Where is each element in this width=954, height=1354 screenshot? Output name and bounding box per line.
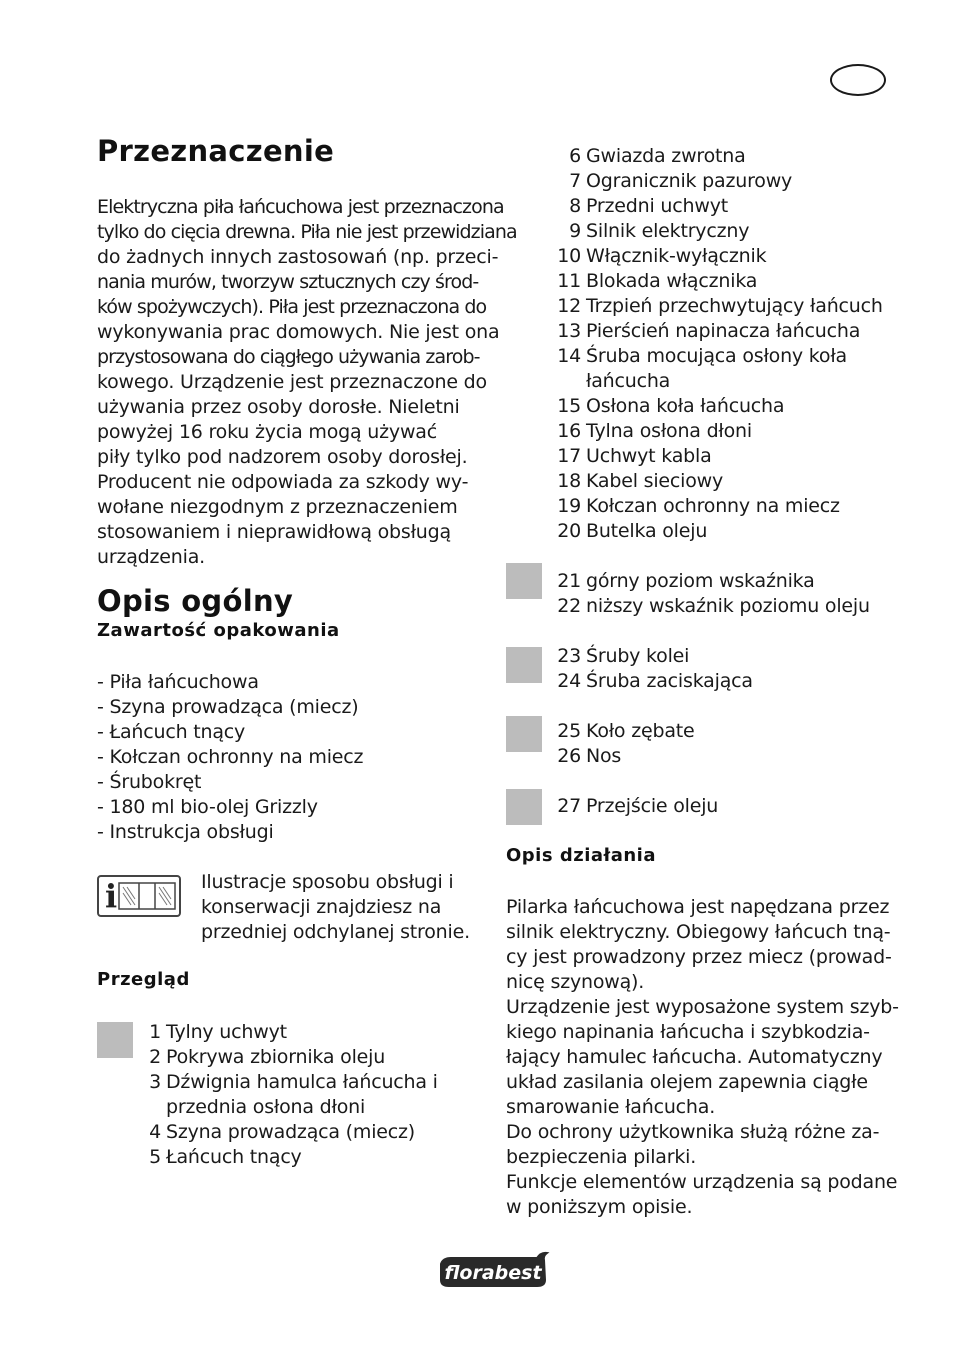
section-title-intended-use: Przeznaczenie — [97, 134, 335, 168]
item-number: 3 — [149, 1071, 161, 1093]
text-line: - Śrubokręt — [97, 771, 202, 793]
text-line: przystosowana do ciągłego używania zarob- — [97, 346, 480, 368]
item-number: 9 — [569, 220, 581, 242]
list-item — [553, 194, 883, 219]
text-line: cy jest prowadzony przez miecz (prowad- — [506, 946, 892, 968]
text-line: układ zasilania olejem zapewnia ciągłe — [506, 1071, 868, 1093]
item-number: 27 — [557, 795, 581, 817]
item-label: niższy wskaźnik poziomu oleju — [586, 595, 870, 617]
item-label: Koło zębate — [586, 720, 695, 742]
item-label: Szyna prowadząca (miecz) — [166, 1121, 415, 1143]
item-label: Przejście oleju — [586, 795, 719, 817]
text-line: Funkcje elementów urządzenia są podane — [506, 1171, 898, 1193]
overview-list-3 — [553, 644, 753, 694]
item-number: 12 — [557, 295, 581, 317]
item-number: 23 — [557, 645, 581, 667]
intended-use-text — [97, 195, 517, 570]
text-line: konserwacji znajdziesz na — [201, 896, 442, 918]
item-number: 16 — [557, 420, 581, 442]
item-number: 26 — [557, 745, 581, 767]
text-line: wykonywania prac domowych. Nie jest ona — [97, 321, 500, 343]
list-item — [553, 569, 870, 594]
text-line: - Kołczan ochronny na miecz — [97, 746, 364, 768]
section-title-function: Opis działania — [506, 845, 656, 866]
item-label: Butelka oleju — [586, 520, 708, 542]
text-line: urządzenia. — [97, 546, 205, 568]
list-item — [553, 669, 753, 694]
list-item — [553, 319, 883, 344]
list-item — [553, 244, 883, 269]
item-label: Dźwignia hamulca łańcucha i — [166, 1071, 438, 1093]
list-item — [553, 294, 883, 319]
text-line: używania przez osoby dorosłe. Nieletni — [97, 396, 460, 418]
text-line: bezpieczenia pilarki. — [506, 1146, 697, 1168]
text-line: Urządzenie jest wyposażone system szyb- — [506, 996, 899, 1018]
text-line: tylko do cięcia drewna. Piła nie jest przewidziana — [97, 221, 517, 243]
text-line: kiego napinania łańcucha i szybkodzia- — [506, 1021, 870, 1043]
figure-reference-box — [506, 563, 542, 599]
text-line: Elektryczna piła łańcuchowa jest przeznaczona — [97, 196, 504, 218]
list-item — [144, 1045, 438, 1070]
text-line: - 180 ml bio-olej Grizzly — [97, 796, 318, 818]
item-label: górny poziom wskaźnika — [586, 570, 815, 592]
item-label: przednia osłona dłoni — [166, 1096, 366, 1118]
item-number: 4 — [149, 1121, 161, 1143]
item-number: 6 — [569, 145, 581, 167]
item-label: Śruby kolei — [586, 645, 690, 667]
list-item — [553, 519, 883, 544]
item-number: 8 — [569, 195, 581, 217]
list-item — [553, 394, 883, 419]
figure-reference-box — [97, 1022, 133, 1058]
text-line: nicę szynową). — [506, 971, 645, 993]
text-line: - Łańcuch tnący — [97, 721, 246, 743]
overview-list-1 — [144, 1020, 438, 1170]
text-line: powyżej 16 roku życia mogą używać — [97, 421, 437, 443]
text-line: Producent nie odpowiada za szkody wy- — [97, 471, 469, 493]
item-number: 19 — [557, 495, 581, 517]
list-item — [144, 1095, 438, 1120]
florabest-logo — [437, 1250, 551, 1290]
list-item — [553, 219, 883, 244]
text-line: łający hamulec łańcucha. Automatyczny — [506, 1046, 883, 1068]
list-item — [144, 1145, 438, 1170]
text-line: - Piła łańcuchowa — [97, 671, 259, 693]
info-note-text — [201, 870, 491, 945]
list-item — [553, 719, 695, 744]
item-label: Kołczan ochronny na miecz — [586, 495, 840, 517]
text-line: Ilustracje sposobu obsługi i — [201, 871, 454, 893]
item-label: Pierścień napinacza łańcucha — [586, 320, 861, 342]
overview-list-4 — [553, 719, 695, 769]
item-number: 22 — [557, 595, 581, 617]
item-number: 13 — [557, 320, 581, 342]
list-item — [553, 169, 883, 194]
svg-text:florabest: florabest — [444, 1262, 542, 1284]
item-number: 5 — [149, 1146, 161, 1168]
item-number: 10 — [557, 245, 581, 267]
item-label: Przedni uchwyt — [586, 195, 728, 217]
item-label: Silnik elektryczny — [586, 220, 750, 242]
item-label: Trzpień przechwytujący łańcuch — [586, 295, 883, 317]
function-description-text — [506, 895, 906, 1220]
list-item — [553, 369, 883, 394]
list-item — [553, 269, 883, 294]
item-label: Pokrywa zbiornika oleju — [166, 1046, 386, 1068]
figure-reference-box — [506, 789, 542, 825]
item-number: 21 — [557, 570, 581, 592]
text-line: wołane niezgodnym z przeznaczeniem — [97, 496, 458, 518]
item-number: 24 — [557, 670, 581, 692]
item-label: Osłona koła łańcucha — [586, 395, 785, 417]
item-label: Blokada włącznika — [586, 270, 758, 292]
list-item — [553, 344, 883, 369]
item-number: 18 — [557, 470, 581, 492]
text-line: przedniej odchylanej stronie. — [201, 921, 470, 943]
item-number — [553, 369, 586, 394]
package-contents-list — [97, 670, 497, 845]
list-item — [144, 1120, 438, 1145]
text-line: Pilarka łańcuchowa jest napędzana przez — [506, 896, 890, 918]
text-line: kowego. Urządzenie jest przeznaczone do — [97, 371, 487, 393]
list-item — [553, 794, 718, 819]
item-label: Łańcuch tnący — [166, 1146, 302, 1168]
language-badge — [830, 64, 886, 96]
item-label: Uchwyt kabla — [586, 445, 712, 467]
item-number — [144, 1095, 166, 1120]
text-line: piły tylko pod nadzorem osoby dorosłej. — [97, 446, 468, 468]
text-line: Do ochrony użytkownika służą różne za- — [506, 1121, 880, 1143]
item-number: 25 — [557, 720, 581, 742]
figure-reference-box — [506, 716, 542, 752]
overview-list-2 — [553, 569, 870, 619]
section-subtitle-package-contents: Zawartość opakowania — [97, 620, 340, 641]
text-line: nania murów, tworzyw sztucznych czy środ- — [97, 271, 479, 293]
text-line: silnik elektryczny. Obiegowy łańcuch tną- — [506, 921, 891, 943]
item-label: Włącznik-wyłącznik — [586, 245, 767, 267]
list-item — [553, 144, 883, 169]
item-label: Śruba mocująca osłony koła — [586, 345, 847, 367]
text-line: w poniższym opisie. — [506, 1196, 693, 1218]
item-label: Ogranicznik pazurowy — [586, 170, 793, 192]
item-number: 7 — [569, 170, 581, 192]
item-number: 15 — [557, 395, 581, 417]
item-number: 1 — [149, 1021, 161, 1043]
item-label: Tylny uchwyt — [166, 1021, 287, 1043]
item-label: łańcucha — [586, 370, 671, 392]
item-number: 20 — [557, 520, 581, 542]
list-item — [553, 419, 883, 444]
item-label: Kabel sieciowy — [586, 470, 724, 492]
item-number: 2 — [149, 1046, 161, 1068]
item-number: 17 — [557, 445, 581, 467]
item-label: Nos — [586, 745, 622, 767]
info-book-icon: i — [97, 875, 181, 917]
list-item — [553, 744, 695, 769]
overview-list-5 — [553, 794, 718, 819]
item-label: Tylna osłona dłoni — [586, 420, 752, 442]
list-item — [144, 1020, 438, 1045]
section-title-overview: Przegląd — [97, 969, 190, 990]
list-item — [553, 594, 870, 619]
text-line: - Szyna prowadząca (miecz) — [97, 696, 359, 718]
overview-list-1-continued — [553, 144, 883, 544]
item-number: 11 — [557, 270, 581, 292]
list-item — [553, 444, 883, 469]
text-line: do żadnych innych zastosowań (np. przeci- — [97, 246, 499, 268]
list-item — [553, 644, 753, 669]
list-item — [144, 1070, 438, 1095]
text-line: ków spożywczych). Piła jest przeznaczona do — [97, 296, 487, 318]
item-label: Gwiazda zwrotna — [586, 145, 746, 167]
text-line: stosowaniem i nieprawidłową obsługą — [97, 521, 451, 543]
section-title-general: Opis ogólny — [97, 584, 294, 618]
item-label: Śruba zaciskająca — [586, 670, 753, 692]
list-item — [553, 469, 883, 494]
figure-reference-box — [506, 647, 542, 683]
item-number: 14 — [557, 345, 581, 367]
list-item — [553, 494, 883, 519]
text-line: - Instrukcja obsługi — [97, 821, 274, 843]
text-line: smarowanie łańcucha. — [506, 1096, 716, 1118]
